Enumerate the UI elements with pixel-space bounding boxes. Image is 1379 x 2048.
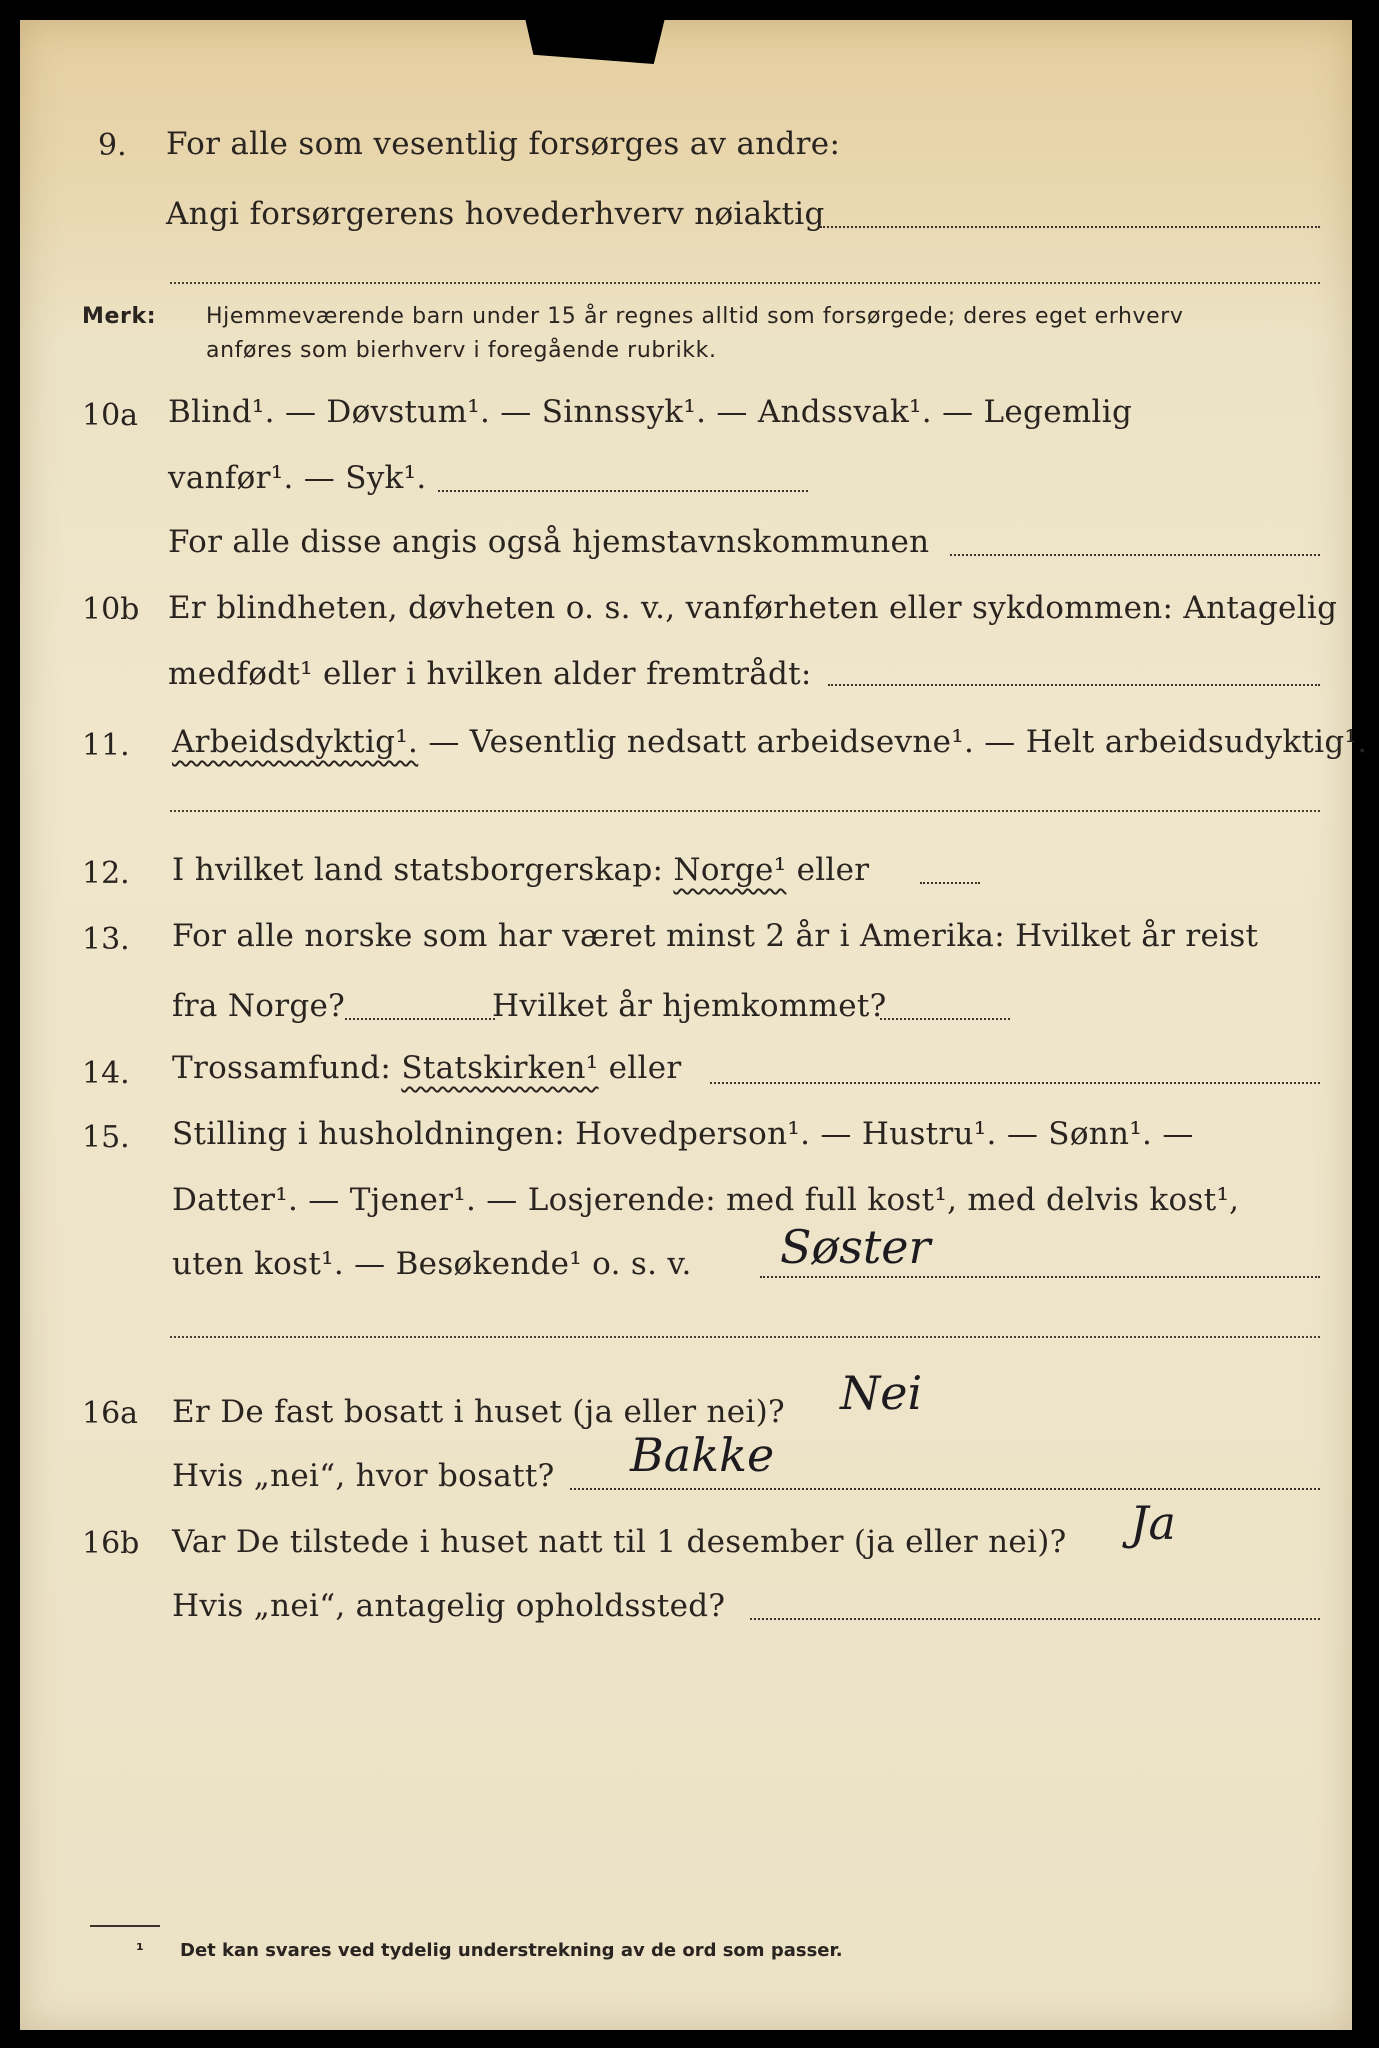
q12-answer-line[interactable]: [920, 882, 980, 884]
q15-number: 15.: [82, 1120, 130, 1155]
merk-line1: Hjemmeværende barn under 15 år regnes alltid som forsørgede; deres eget erhverv: [206, 304, 1184, 329]
q12-number: 12.: [82, 856, 130, 891]
footnote-rule: [90, 1925, 160, 1927]
q9-line2: Angi forsørgerens hovederhverv nøiaktig: [166, 196, 825, 232]
q16a-line2: Hvis „nei“, hvor bosatt?: [172, 1458, 555, 1494]
q14-answer-line[interactable]: [710, 1082, 1320, 1084]
q13-number: 13.: [82, 922, 130, 957]
q15-line3: uten kost¹. — Besøkende¹ o. s. v.: [172, 1246, 692, 1282]
q10b-line2: medfødt¹ eller i hvilken alder fremtrådt:: [168, 656, 812, 692]
q10b-number: 10b: [82, 592, 140, 627]
q14-post: eller: [598, 1050, 682, 1086]
q16a-handwritten-answer2: Bakke: [630, 1428, 775, 1482]
q16b-whereabouts-line[interactable]: [750, 1618, 1320, 1620]
q13-line2a: fra Norge?: [172, 988, 346, 1024]
census-form-page: [20, 20, 1368, 2030]
q12-post: eller: [786, 852, 870, 888]
q12-text: [172, 852, 869, 888]
q10a-sick-line[interactable]: [438, 490, 808, 492]
q16b-number: 16b: [82, 1526, 140, 1561]
torn-notch: [525, 18, 665, 64]
q16b-handwritten-answer1: Ja: [1130, 1496, 1176, 1550]
q16b-line1: Var De tilstede i huset natt til 1 desember (ja eller nei)?: [172, 1524, 1067, 1560]
q13-return-year-line[interactable]: [880, 1018, 1010, 1020]
q11-rest: — Vesentlig nedsatt arbeidsevne¹. — Helt arbeidsudyktig¹.: [418, 724, 1368, 760]
q9-answer-line[interactable]: [820, 226, 1320, 228]
q11-rule: [170, 810, 1320, 812]
q15-answer-line[interactable]: [760, 1276, 1320, 1278]
merk-label: Merk:: [82, 304, 157, 329]
q10b-line1: Er blindheten, døvheten o. s. v., vanførheten eller sykdommen: Antagelig: [168, 590, 1338, 626]
q9-line1: For alle som vesentlig forsørges av andre:: [166, 126, 841, 162]
q15-line2: Datter¹. — Tjener¹. — Losjerende: med full kost¹, med delvis kost¹,: [172, 1182, 1240, 1218]
q10a-line1: Blind¹. — Døvstum¹. — Sinnssyk¹. — Andssvak¹. — Legemlig: [168, 394, 1133, 430]
q11-option-arbeidsdyktig[interactable]: Arbeidsdyktig¹.: [172, 724, 419, 760]
q10a-line3: For alle disse angis også hjemstavnskommunen: [168, 524, 930, 560]
q15-line1: Stilling i husholdningen: Hovedperson¹. — Hustru¹. — Sønn¹. —: [172, 1116, 1194, 1152]
q11-text: [172, 724, 1367, 760]
q10a-line2: vanfør¹. — Syk¹.: [168, 460, 427, 496]
merk-line2: anføres som bierhverv i foregående rubrikk.: [206, 338, 717, 363]
footnote-text: Det kan svares ved tydelig understrekning av de ord som passer.: [180, 1940, 843, 1961]
q14-option-statskirken[interactable]: Statskirken¹: [401, 1050, 599, 1086]
q13-left-year-line[interactable]: [345, 1018, 495, 1020]
footnote-mark: ¹: [136, 1940, 144, 1961]
q12-option-norge[interactable]: Norge¹: [673, 852, 787, 888]
q10a-municipality-line[interactable]: [950, 554, 1320, 556]
q12-pre: I hvilket land statsborgerskap:: [172, 852, 674, 888]
q14-number: 14.: [82, 1056, 130, 1091]
q16a-residence-line[interactable]: [570, 1488, 1320, 1490]
q13-line1: For alle norske som har været minst 2 år i Amerika: Hvilket år reist: [172, 918, 1259, 954]
q16b-line2: Hvis „nei“, antagelig opholdssted?: [172, 1588, 726, 1624]
q10a-number: 10a: [82, 398, 139, 433]
q16a-line1: Er De fast bosatt i huset (ja eller nei)?: [172, 1394, 785, 1430]
q16a-number: 16a: [82, 1396, 139, 1431]
q16a-handwritten-answer1: Nei: [840, 1366, 923, 1420]
q14-text: [172, 1050, 682, 1086]
q13-line2b: Hvilket år hjemkommet?: [492, 988, 887, 1024]
q9-number: 9.: [98, 128, 127, 163]
q10b-answer-line[interactable]: [828, 684, 1320, 686]
q15-rule: [170, 1336, 1320, 1338]
q9-rule: [170, 282, 1320, 284]
q15-handwritten-answer: Søster: [780, 1220, 931, 1274]
q11-number: 11.: [82, 728, 130, 763]
q14-pre: Trossamfund:: [172, 1050, 402, 1086]
